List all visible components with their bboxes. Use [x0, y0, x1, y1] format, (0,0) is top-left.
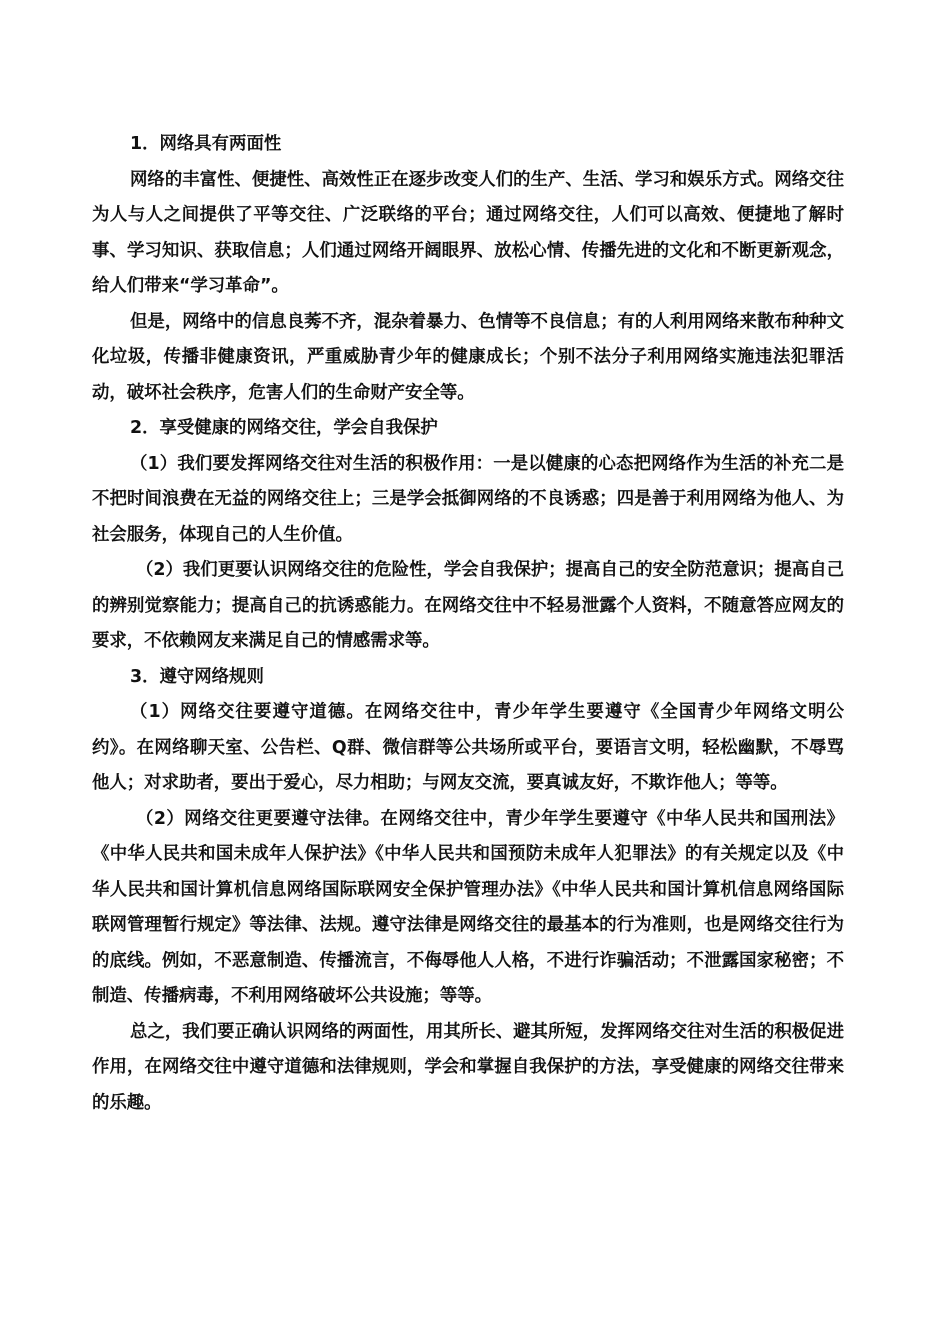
paragraph-conclusion: 总之，我们要正确认识网络的两面性，用其所长、避其所短，发挥网络交往对生活的积极促进作用，在网络交往中遵守道德和法律规则，学会和掌握自我保护的方法，享受健康的网络交往带来的乐趣。: [92, 1021, 844, 1113]
section-heading-3: 3．遵守网络规则: [130, 666, 264, 687]
paragraph-self-protection: （2）我们更要认识网络交往的危险性，学会自我保护；提高自己的安全防范意识；提高自己的辨别觉察能力；提高自己的抗诱惑能力。在网络交往中不轻易泄露个人资料，不随意答应网友的要求，不依赖网友来满足自己的情感需求等。: [92, 560, 844, 651]
paragraph-observe-morality: （1）网络交往要遵守道德。在网络交往中，青少年学生要遵守《全国青少年网络文明公约》。在网络聊天室、公告栏、Q群、微信群等公共场所或平台，要语言文明，轻松幽默，不辱骂他人；对求助者，要出于爱心，尽力相助；与网友交流，要真诚友好，不欺诈他人；等等。: [92, 702, 844, 793]
paragraph-network-risks: 但是，网络中的信息良莠不齐，混杂着暴力、色情等不良信息；有的人利用网络来散布种种文化垃圾，传播非健康资讯，严重威胁青少年的健康成长；个别不法分子利用网络实施违法犯罪活动，破坏社会秩序，危害人们的生命财产安全等。: [92, 311, 844, 403]
paragraph-positive-role: （1）我们要发挥网络交往对生活的积极作用：一是以健康的心态把网络作为生活的补充二是不把时间浪费在无益的网络交往上；三是学会抵御网络的不良诱惑；四是善于利用网络为他人、为社会服务，体现自己的人生价值。: [92, 453, 844, 545]
paragraph-network-benefits: 网络的丰富性、便捷性、高效性正在逐步改变人们的生产、生活、学习和娱乐方式。网络交往为人与人之间提供了平等交往、广泛联络的平台；通过网络交往，人们可以高效、便捷地了解时事、学习知识、获取信息；人们通过网络开阔眼界、放松心情、传播先进的文化和不断更新观念，给人们带来“学习革命”。: [92, 169, 844, 296]
section-heading-2: 2．享受健康的网络交往，学会自我保护: [130, 418, 438, 438]
document-body: [92, 127, 844, 1121]
paragraph-observe-law: （2）网络交往更要遵守法律。在网络交往中，青少年学生要遵守《中华人民共和国刑法》《中华人民共和国未成年人保护法》《中华人民共和国预防未成年人犯罪法》的有关规定以及《中华人民共和国计算机信息网络国际联网安全保护管理办法》《中华人民共和国计算机信息网络国际联网管理暂行规定》等法律、法规。遵守法律是网络交往的最基本的行为准则，也是网络交往行为的底线。例如，不恶意制造、传播流言，不侮辱他人人格，不进行诈骗活动；不泄露国家秘密；不制造、传播病毒，不利用网络破坏公共设施；等等。: [92, 808, 844, 1006]
section-heading-1: 1．网络具有两面性: [130, 134, 282, 154]
